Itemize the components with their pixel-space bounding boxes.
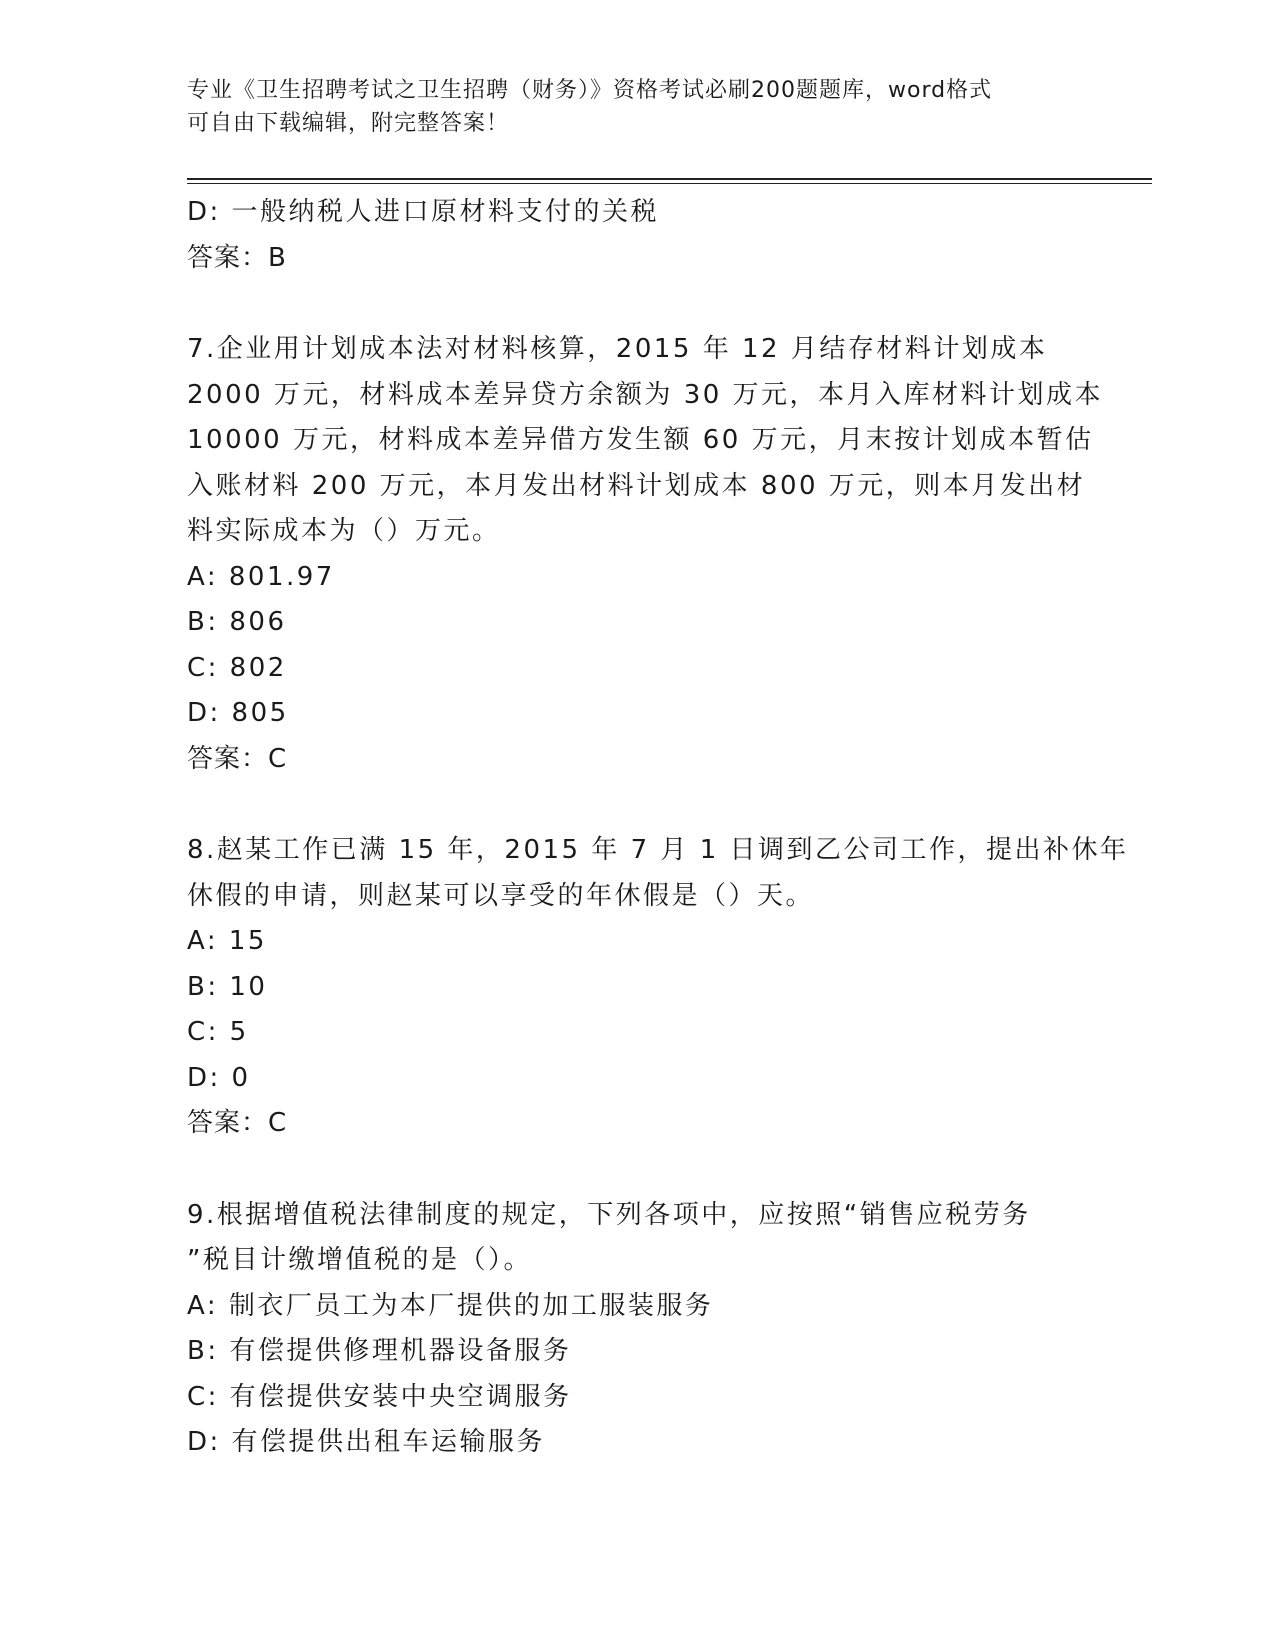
option-d: D: 0 (187, 1062, 251, 1093)
option-b: B: 有偿提供修理机器设备服务 (187, 1336, 572, 1366)
option-a: A: 制衣厂员工为本厂提供的加工服装服务 (187, 1290, 714, 1321)
header-divider-thick (187, 178, 1152, 180)
question-7 (187, 327, 1104, 782)
question-9 (187, 1193, 1087, 1466)
question-text-line: 7.企业用计划成本法对材料核算，2015 年 12 月结存材料计划成本 (187, 334, 1048, 364)
previous-question-tail (187, 190, 1087, 281)
option-a: A: 15 (187, 926, 267, 956)
option-b: B: 10 (187, 971, 268, 1002)
document-header (187, 74, 1067, 140)
answer: 答案：B (187, 242, 287, 273)
question-text-line: 休假的申请，则赵某可以享受的年休假是（）天。 (187, 880, 815, 911)
header-divider-thin (187, 183, 1152, 184)
document-body (187, 190, 1129, 1466)
option-a: A: 801.97 (187, 561, 335, 592)
answer: 答案：C (187, 1108, 288, 1138)
question-text-line: 入账材料 200 万元，本月发出材料计划成本 800 万元，则本月发出材 (187, 470, 1086, 501)
question-text-line: 9.根据增值税法律制度的规定，下列各项中，应按照“销售应税劳务 (187, 1199, 1031, 1230)
option-d: D: 805 (187, 698, 289, 728)
option-c: C: 5 (187, 1017, 249, 1047)
header-line-1: 专业《卫生招聘考试之卫生招聘（财务）》资格考试必刷200题题库，word格式 (187, 78, 993, 103)
header-line-2: 可自由下载编辑，附完整答案！ (187, 111, 510, 136)
option-d: D: 有偿提供出租车运输服务 (187, 1427, 546, 1457)
option-c: C: 有偿提供安装中央空调服务 (187, 1381, 572, 1412)
question-text-line: 料实际成本为（）万元。 (187, 516, 501, 546)
question-text-line: ”税目计缴增值税的是（）。 (187, 1245, 532, 1275)
question-text-line: 10000 万元，材料成本差异借方发生额 60 万元，月末按计划成本暂估 (187, 425, 1094, 455)
question-text-line: 2000 万元，材料成本差异贷方余额为 30 万元，本月入库材料计划成本 (187, 379, 1104, 410)
question-8 (187, 828, 1129, 1147)
option-b: B: 806 (187, 607, 287, 637)
option-c: C: 802 (187, 652, 287, 683)
answer: 答案：C (187, 743, 288, 774)
option-d: D: 一般纳税人进口原材料支付的关税 (187, 197, 660, 227)
question-text-line: 8.赵某工作已满 15 年，2015 年 7 月 1 日调到乙公司工作，提出补休年 (187, 835, 1129, 865)
